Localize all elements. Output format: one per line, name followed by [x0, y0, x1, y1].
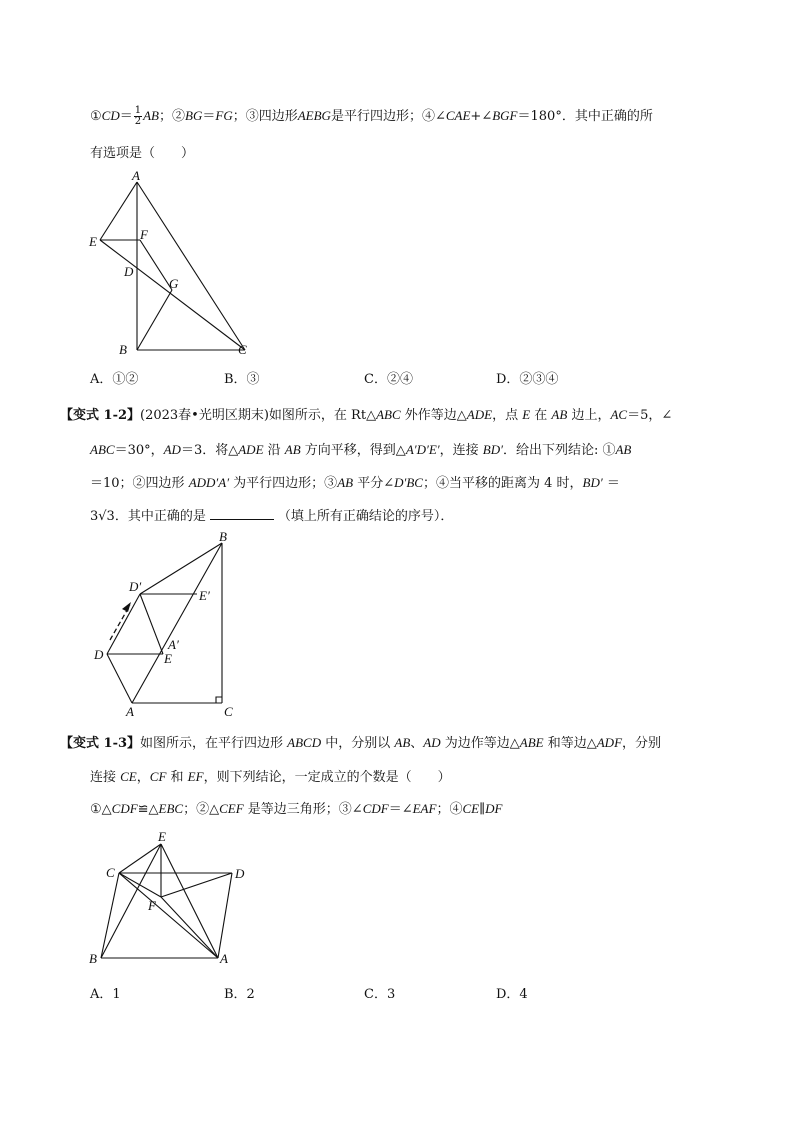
q2-tag: 【变式 1-3】: [60, 736, 141, 751]
fraction-one-half: $\frac{1}{2}$: [134, 105, 142, 127]
q2-option-c[interactable]: C．3: [364, 987, 396, 1002]
q0-label-D: D: [124, 264, 134, 279]
q1-label-D-prime: D′: [129, 579, 142, 594]
q1-label-B: B: [219, 529, 227, 544]
q1-answer-blank[interactable]: [210, 507, 274, 520]
q2-statements: ①△CDF≌△EBC；②△CEF 是等边三角形；③∠CDF＝∠EAF；④CE∥DF: [90, 801, 503, 817]
q1-label-E: E: [164, 651, 172, 666]
q0-option-c[interactable]: C．②④: [364, 372, 413, 387]
q0-label-B: B: [119, 342, 127, 357]
q0-label-G: G: [169, 276, 179, 291]
q1-line1: 【变式 1-2】(2023春•光明区期末)如图所示，在 Rt△ABC 外作等边△ADE，点 E 在 AB 边上，AC＝5，∠: [60, 407, 673, 423]
q1-source: (2023春•光明区期末): [140, 408, 269, 423]
q0-question-prompt: 有选项是（ ）: [90, 146, 195, 161]
q1-label-A: A: [126, 704, 134, 719]
q1-line3: ＝10；②四边形 ADD′A′ 为平行四边形；③AB 平分∠D′BC；④当平移的距离为 4 时，BD′ ＝: [90, 475, 620, 491]
q0-statements-line1: ①CD＝ $\frac{1}{2}$ AB；②BG＝FG；③四边形AEBG是平行四边形；④∠CAE+∠BGF＝180°．其中正确的所: [90, 105, 653, 127]
q0-label-F: F: [140, 227, 148, 242]
q0-option-d[interactable]: D．②③④: [496, 372, 559, 387]
q2-label-F: F: [148, 898, 156, 913]
q2-label-E: E: [158, 829, 166, 844]
q1-label-E-prime: E′: [199, 588, 210, 603]
q0-option-a[interactable]: A．①②: [90, 372, 139, 387]
q0-label-A: A: [132, 168, 140, 183]
q2-option-b[interactable]: B．2: [224, 987, 255, 1002]
q1-line4: 3√3．其中正确的是 （填上所有正确结论的序号）．: [90, 509, 454, 524]
q2-option-a[interactable]: A．1: [90, 987, 121, 1002]
q2-option-d[interactable]: D．4: [496, 987, 528, 1002]
q1-tag: 【变式 1-2】: [60, 408, 141, 423]
q2-label-D: D: [235, 866, 245, 881]
q1-label-A-prime: A′: [168, 637, 179, 652]
q1-line2: ABC＝30°，AD＝3．将△ADE 沿 AB 方向平移，得到△A′D′E′，连接 BD′．给出下列结论: ①AB: [90, 442, 632, 458]
q0-option-b[interactable]: B．③: [224, 372, 260, 387]
q1-label-C: C: [224, 704, 233, 719]
q0-label-C: C: [238, 342, 247, 357]
q2-line1: 【变式 1-3】如图所示，在平行四边形 ABCD 中，分别以 AB、AD 为边作等边△ABE 和等边△ADF，分别: [60, 735, 662, 751]
q2-label-A: A: [220, 951, 228, 966]
q2-line2: 连接 CE，CF 和 EF，则下列结论，一定成立的个数是（ ）: [90, 769, 451, 785]
q0-label-E: E: [89, 234, 97, 249]
q2-label-C: C: [106, 865, 115, 880]
q1-label-D: D: [94, 647, 104, 662]
q2-label-B: B: [89, 951, 97, 966]
